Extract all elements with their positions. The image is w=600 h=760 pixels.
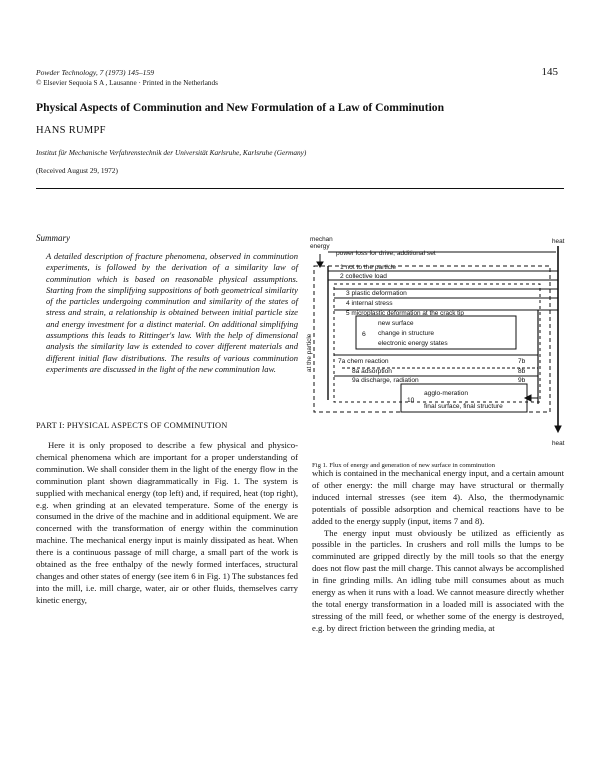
- title-divider: [36, 188, 564, 189]
- fig-item-6-line1: new surface: [378, 320, 414, 327]
- fig-label-energy: energy: [310, 243, 330, 250]
- publisher-line: © Elsevier Sequoia S A , Lausanne · Printed in the Netherlands: [36, 79, 218, 87]
- fig-label-heat-bottom: heat: [552, 440, 565, 447]
- fig-item-7a: 7a chem reaction: [338, 358, 389, 365]
- paragraph: The energy input must obviously be utilized as efficiently as possible in the particles. In crushers and roll mills the lumps to be comminuted are gripped directly by the mill tools so that the energy does not flow past the mill charge. This cannot always be accomplished in fine grinding mills. An idling tube mill consumes about as much energy as when it runs with a load. We cannot measure directly whether the total energy transformation in a loaded mill is associated with the stressing of the mill feed, or whether some of the energy is destroyed, e.g. by direct friction between the grinding media, at: [312, 527, 564, 633]
- page-number: 145: [541, 66, 558, 78]
- fig-label-heat-top: heat: [552, 238, 565, 245]
- energy-flow-figure: [306, 232, 574, 460]
- fig-item-1: 1 not to the particle: [340, 264, 397, 271]
- fig-item-9a: 9a discharge, radiation: [352, 377, 419, 384]
- section-heading: PART I: PHYSICAL ASPECTS OF COMMINUTION: [36, 421, 228, 430]
- paragraph: which is contained in the mechanical energy input, and a certain amount of other energy: the mill charge may have structural or thermally induced internal stresses (see item 4). Also, the thermodynamic potentials of possible adsorption and chemical reactions have to be added to the energy supply (input, items 7 and 8).: [312, 468, 564, 526]
- article-title: Physical Aspects of Comminution and New Formulation of a Law of Comminution: [36, 101, 445, 114]
- fig-item-10-line2: final surface, final structure: [424, 403, 503, 410]
- fig-side-label: at the particle: [306, 333, 313, 372]
- fig-item-9b: 9b: [518, 377, 526, 384]
- fig-item-6-num: 6: [362, 331, 366, 338]
- fig-item-6-line2: change in structure: [378, 330, 435, 337]
- received-date: (Received August 29, 1972): [36, 166, 118, 175]
- summary-heading: Summary: [36, 233, 70, 243]
- body-column-right: [312, 468, 564, 635]
- fig-item-2: 2 collective load: [340, 273, 387, 280]
- affiliation: Institut für Mechanische Verfahrenstechnik der Universität Karlsruhe, Karlsruhe (Germany): [36, 148, 307, 157]
- summary-text: A detailed description of fracture phenomena, observed in comminution experiments, is followed by the derivation of a similarity law of comminution which is based on reasonable physical assumptions. Starting from the simplifying suppositions of both geometrical similarity of the particles undergoing comminution and similarity of the states of stress and strain, a relationship is obtained between initial particle size and energy investment for a distinct material. On additional simplifying assumptions this leads to Rittinger's law. With the help of dimensional analysis the similarity law is extended to cover different materials and different initial flaw distributions. The results of various comminution experiments are discussed in the light of the new comminution law.: [46, 251, 298, 374]
- fig-item-7b: 7b: [518, 358, 526, 365]
- fig-item-6-line3: electronic energy states: [378, 340, 448, 347]
- fig-label-mech: mechan: [310, 236, 333, 243]
- energy-flow-diagram: [306, 232, 574, 460]
- figure-caption: Fig 1. Flux of energy and generation of new surface in comminution: [312, 462, 495, 469]
- fig-item-8b: 8b: [518, 368, 526, 375]
- fig-item-10-line1: agglo-meration: [424, 390, 468, 397]
- author-name: HANS RUMPF: [36, 125, 106, 136]
- journal-citation: Powder Technology, 7 (1973) 145–159: [36, 68, 155, 77]
- fig-item-5: 5 microplastic deformation at the crack tip: [346, 310, 464, 317]
- fig-item-4: 4 internal stress: [346, 300, 393, 307]
- fig-item-10-num: 10: [407, 397, 415, 404]
- fig-item-3: 3 plastic deformation: [346, 290, 407, 297]
- fig-item-8a: 8a adsorption: [352, 368, 392, 375]
- body-column-left: [36, 440, 298, 607]
- fig-item-power-loss: power loss for drive, additional set: [336, 250, 436, 257]
- paragraph: Here it is only proposed to describe a few physical and physico-chemical phenomena which are important for a proper understanding of comminution. We shall consider them in the light of the energy flow in the comminution plant shown diagrammatically in Fig. 1. The system is supplied with mechanical energy (top left) and, if required, heat (top right), e.g. when grinding at an elevated temperature. Some of the energy is consumed in the drive of the machine and in additional equipment. We are concerned with the transformation of energy within the comminution machine. The mechanical energy input is mainly dissipated as heat. When there is a continuous passage of mill charge, a small part of the work is obtained as the free enthalpy of the newly formed interfaces, structural changes and other states of energy (see item 6 in Fig. 1) The substances fed into the mill, i.e. mill charge, water, air or other fluids, themselves carry kinetic energy,: [36, 440, 298, 605]
